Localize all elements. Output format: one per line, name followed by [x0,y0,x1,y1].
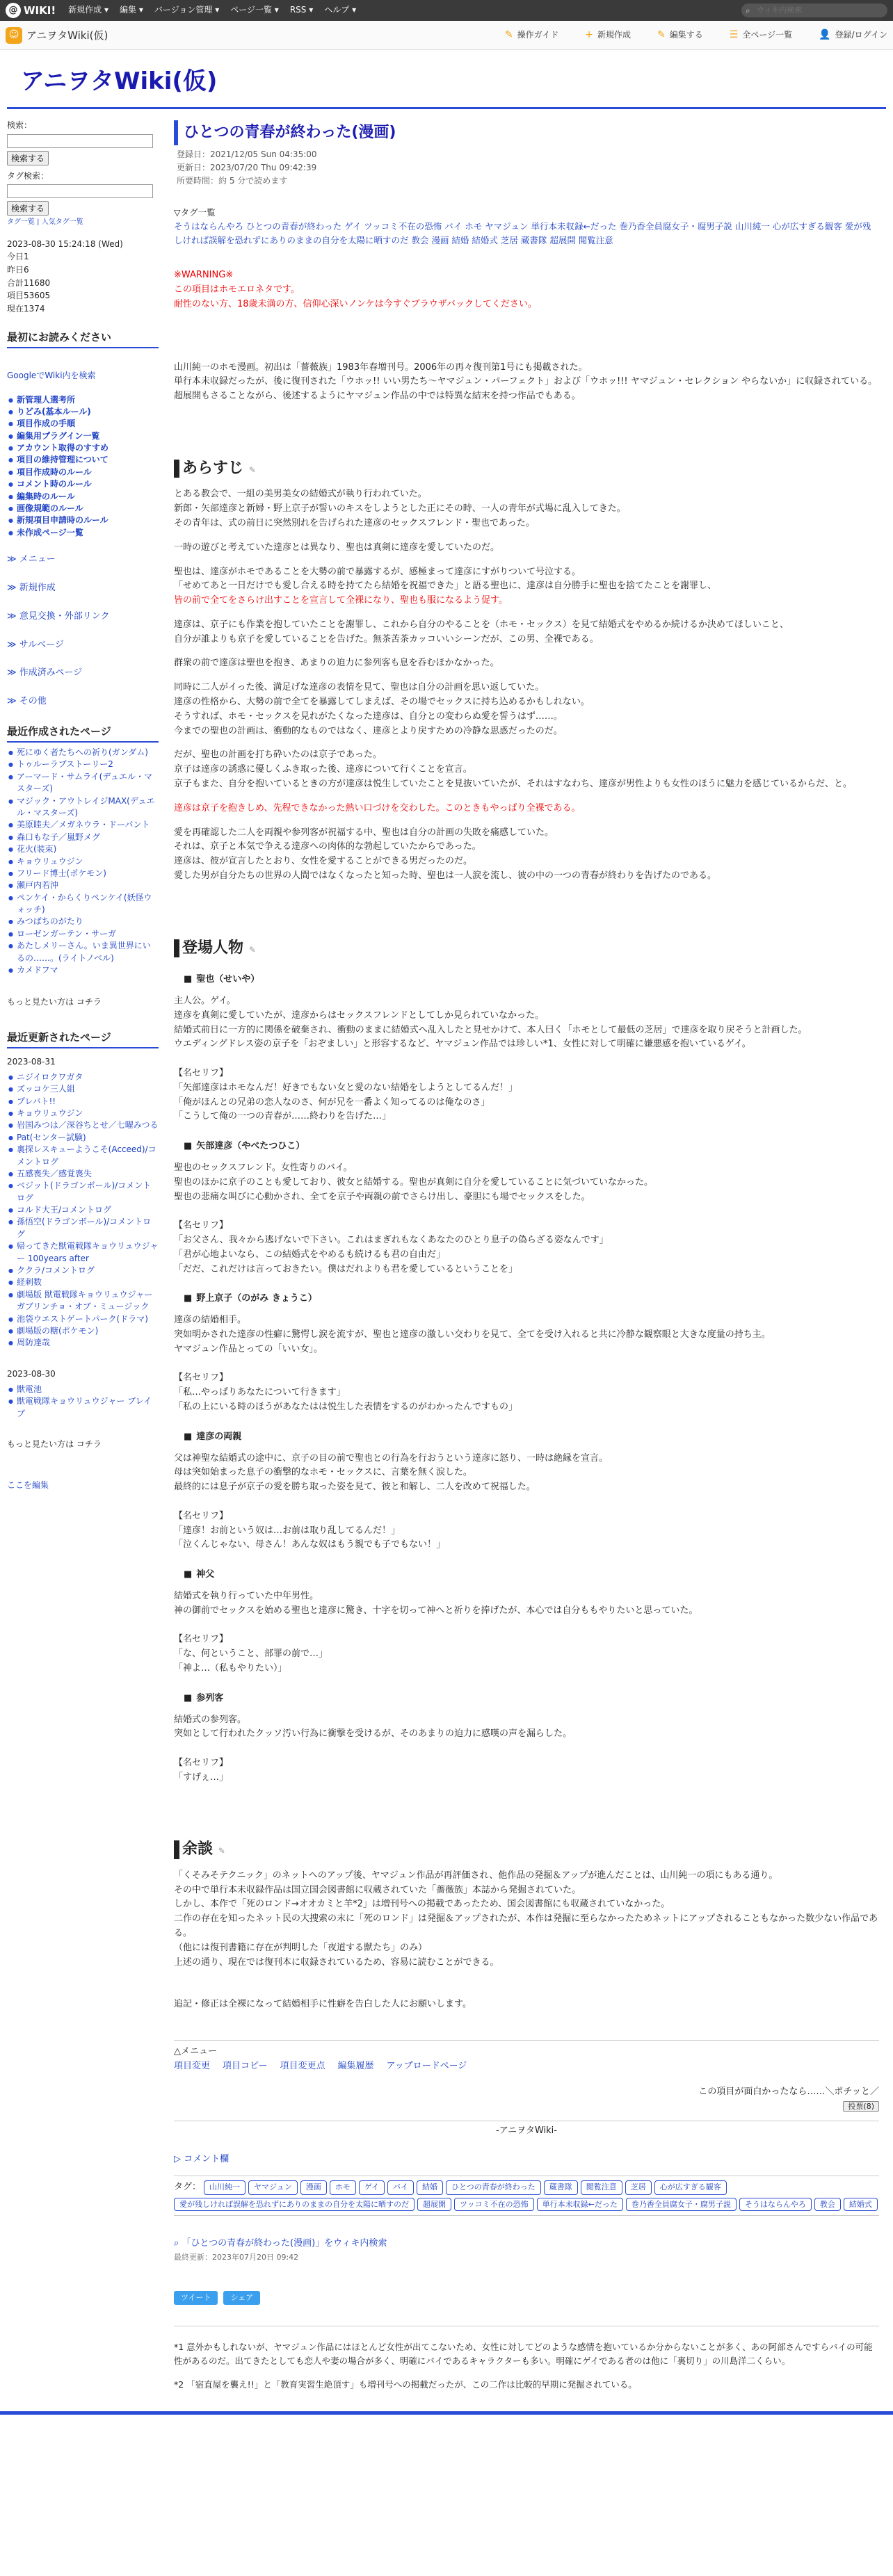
tag-search-input[interactable] [7,184,153,198]
recent-updated-item[interactable]: ● 帰ってきた獣電戦隊キョウリュウジャー 100years after [7,1240,159,1265]
tag-chip[interactable]: 結婚 [417,2180,443,2195]
recent-updated-item[interactable]: ● 劇場版 獣電戦隊キョウリュウジャー ガブリンチョ・オブ・ミュージック [7,1289,159,1313]
character-line: 【名セリフ】 [174,1634,229,1645]
sidebar [7,116,159,2391]
tag-chip[interactable]: バイ [387,2180,414,2195]
footnote-2: *2 「宿直屋を襲え!!」と「教育実習生絶頂す」も増刊号への掲載だったが、この二作は比較的早期に発掘されている。 [174,2379,637,2390]
synopsis-line: だが、聖也の計画を打ち砕いたのは京子であった。 [174,750,382,761]
recent-created-item[interactable]: ● カメドフマ [7,964,159,976]
stat-line: 今日1 [7,252,29,262]
recent-created-item[interactable]: ● ローゼンガーテン・サーガ [7,928,159,940]
tool-icon: 👤 [819,29,831,41]
character-block [174,1292,879,1414]
recent-updated-item[interactable]: ● プレバト!! [7,1096,159,1108]
closing-text: 追記・修正は全裸になって結婚相手に性癖を告白した人にお願いします。 [174,1999,472,2010]
character-name: ■ 達彦の両親 [184,1430,879,1445]
trivia-line: 上述の通り、現在では復刊本に収録されているため、容易に読むことができる。 [174,1957,499,1968]
trivia-line: その中で単行本未収録作品は国立国会図書館に収蔵されていた「薔薇族」本誌から発掘されていた。 [174,1884,581,1895]
tool-button[interactable] [585,27,631,42]
share-button[interactable]: シェア [223,2291,260,2305]
first-read-heading: 最初にお読みください [7,329,159,348]
footer-line [0,2411,893,2415]
content-wrap [0,109,893,2391]
site-title-wrap [0,50,893,109]
character-line: 聖也の悲痛な叫びに心動かされ、全てを京子や両親の前でさらけ出し、豪胆にも場でセックスをした。 [174,1191,590,1202]
recent-updated-item[interactable]: ● 裏探レスキューようこそ(Acceed)/コメントログ [7,1144,159,1168]
trivia-line: 二作の存在を知ったネット民の大捜索の末に「死のロンド」は発掘＆アップされたが、本作は発掘に至らなかったためネットにアップされることもなかった数少ない作品である。 [174,1913,878,1939]
synopsis-heading [174,460,879,478]
recent-updated-item[interactable]: ● ベジット(ドラゴンボール)/コメントログ [7,1180,159,1204]
tool-button[interactable] [505,27,558,42]
top-navbar [0,0,893,21]
synopsis-line: 群衆の前で達彦は聖也を抱き、あまりの迫力に参列客も息を呑むほかなかった。 [174,658,499,669]
character-block [174,1430,879,1553]
character-line: 達彦の結婚相手。 [174,1315,247,1326]
recent-created-item[interactable]: ● 死にゆく者たちへの祈り(ガンダム) [7,747,159,759]
recent-updated-item[interactable]: ● 獣電池 [7,1384,159,1395]
character-line: 【名セリフ】 [174,1068,229,1079]
more-updated-link[interactable]: もっと見たい方は コチラ [7,1439,102,1450]
characters-section [174,973,879,1785]
recent-updated-heading: 最近更新されたページ [7,1029,159,1048]
recent-created-item[interactable]: ● フリード博士(ポケモン) [7,868,159,880]
first-read-item[interactable]: ● 編集用プラグイン一覧 [7,430,159,442]
page-menu-link[interactable]: 項目変更 [174,2061,211,2072]
tag-chip[interactable]: ひとつの青春が終わった [446,2180,541,2195]
main-content [159,116,886,2391]
recent-updated-item[interactable]: ● ククラ/コメントログ [7,1265,159,1277]
tag-label: タグ： [174,2182,202,2193]
character-line: 主人公。ゲイ。 [174,996,236,1007]
tag-search-button[interactable]: 検索する [7,201,49,216]
character-line [174,1619,879,1633]
page-menu-link[interactable]: アップロードページ [386,2061,467,2072]
character-line: 【名セリフ】 [174,1372,229,1384]
synopsis-line: そうすれば、ホモ・セックスを見れがたくなった達彦は、自分との変わらぬ愛を誓うはず……。 [174,711,563,722]
character-block [174,1140,879,1277]
tool-label: 登録/ログイン [835,30,887,40]
recent-created-item[interactable]: ● あたしメリーさん。いま異世界にいるの……。(ライトノベル) [7,940,159,964]
tag-chip[interactable]: 結婚式 [844,2198,878,2211]
share-buttons [174,2291,879,2305]
character-line: 達彦を真剣に愛していたが、達彦からはセックスフレンドとしてしか見られていなかった。 [174,1010,545,1021]
top-menu-item[interactable]: 編集 ▾ [120,5,143,15]
page-menu-link[interactable]: 編集履歴 [337,2061,374,2072]
top-menu-item[interactable]: バージョン管理 ▾ [154,5,220,15]
character-line: 結婚式の参列客。 [174,1714,247,1725]
page-menu-header: △メニュー [174,2046,217,2057]
tag-chip[interactable]: ホモ [330,2180,356,2195]
stat-line: 現在1374 [7,303,45,314]
tool-icon: ✎ [657,29,666,41]
recent-updated-item[interactable]: ● 五感喪失／感覚喪失 [7,1168,159,1180]
recent-created-item[interactable]: ● キョウリュウジン [7,856,159,868]
logo-text: WIKI! [24,4,56,17]
warning-box [174,268,879,311]
warning-line: この項目はホモエロネタです。 [174,284,300,295]
recent-created-item[interactable]: ● アーマード・サムライ(デュエル・マスターズ) [7,771,159,795]
top-menu-item[interactable]: ヘルプ ▾ [324,5,357,15]
recent-updated-item[interactable]: ● キョウリュウジン [7,1108,159,1119]
recent-created-item[interactable]: ● 花火(装束) [7,843,159,855]
sidebar-nav-item[interactable]: ≫ サルベージ [7,639,64,650]
page-meta [177,148,879,188]
character-line [174,1052,879,1067]
vote-area [174,2085,879,2114]
reading-time: 所要時間：約 5 分で読めます [177,175,288,186]
character-line [174,1495,879,1509]
character-line [174,1357,879,1372]
recent-updated-item[interactable]: ● 劇場版の糖(ポケモン) [7,1325,159,1337]
character-line: 最終的には息子が京子の愛を勝ち取った姿を見て、彼と和解し、二人を改めて祝福した。 [174,1482,536,1493]
recent-updated-item[interactable]: ● ニジイロクワガタ [7,1071,159,1083]
first-read-item[interactable]: ● 項目の維持管理について [7,454,159,466]
recent-updated-item[interactable]: ● 孫悟空(ドラゴンボール)/コメントログ [7,1216,159,1240]
sidebar-nav [7,553,159,709]
tag-list-links[interactable]: タグ一覧 | 人気タグ一覧 [7,218,83,226]
synopsis-section [174,487,879,884]
synopsis-line: 聖也は、達彦がホモであることを大勢の前で暴露するが、感極まって達彦にすがりついて号泣する。 [174,566,581,577]
stat-line: 昨日6 [7,264,29,275]
character-line: 「お父さん、我々から逃げないで下さい。これはまぎれもなくあなたのひとり息子の偽らざる姿なんです」 [174,1234,609,1245]
top-search [741,3,887,18]
trivia-line: 「くそみそテクニック」のネットへのアップ後、ヤマジュン作品が再評価され、他作品の発掘＆アップが進んだことは、山川純一の項にもある通り。 [174,1870,778,1881]
character-line: 【名セリフ】 [174,1757,229,1768]
first-read-item[interactable]: ● 編集時のルール [7,491,159,503]
recent-created-item[interactable]: ● マジック・アウトレイジMAX(デュエル・マスターズ) [7,795,159,820]
stat-line: 項目53605 [7,291,51,301]
character-block [174,973,879,1124]
trivia-line: （他には復刊書籍に存在が判明した「夜道する獣たち」のみ） [174,1942,428,1953]
synopsis-line: 自分が誰よりも京子を愛していることを告げた。無茶苦茶カッコいいシーンだが、この男、全裸である。 [174,633,599,645]
search-icon: ⌕ [746,5,750,15]
character-line [174,1742,879,1756]
wiki-search-input[interactable] [741,3,887,17]
share-button[interactable]: ツイート [174,2291,218,2305]
tool-button[interactable] [730,27,792,42]
first-read-item[interactable]: ● 新管理人選考所 [7,394,159,406]
site-bar [0,21,893,50]
footnotes [174,2326,879,2392]
character-line: 「俺がほんとの兄弟の恋人なのさ、何が兄を一番よく知ってるのは俺なのさ」 [174,1096,490,1108]
page-menu-links [174,2059,879,2074]
vote-text: この項目が面白かったなら……＼ポチッと／ [698,2086,879,2097]
page-menu-link[interactable]: 項目変更点 [280,2061,325,2072]
synopsis-title: あらすじ [182,459,244,477]
character-line: 神の御前でセックスを始める聖也と達彦に驚き、十字を切って神へと祈りを捧げたが、本心では自分ももやりたいと思っていた。 [174,1605,698,1616]
recent-updated-item[interactable]: ● 岩国みつは／深谷ちとせ／七曜みつる [7,1119,159,1131]
character-name: ■ 参列客 [184,1692,879,1706]
tool-button[interactable] [819,27,887,42]
edit-pen-icon[interactable]: ✎ [218,1846,225,1856]
character-name: ■ 聖也（せいや） [184,973,879,987]
character-line: 「神よ…（私もやりたい）」 [174,1662,287,1674]
sidebar-nav-item[interactable]: ≫ メニュー [7,554,56,565]
tag-row [174,2176,879,2216]
tag-box [174,206,879,248]
top-menu-item[interactable]: RSS ▾ [289,5,314,15]
synopsis-line: 今までの聖也の計画は、衝動的なものではなく、達彦とより戻すための冷静な思惑だったのだ。 [174,725,563,736]
wiki-search-link-text: 「ひとつの青春が終わった(漫画)」をウィキ内検索 [182,2237,387,2249]
footnote-1: *1 意外かもしれないが、ヤマジュン作品にはほとんど女性が出てこないため、女性に対してどのような感情を抱いているか分からないことが多く、あの阿部さんですらバイの可能性があるのだ。出てきたとしても恋人や妻の場合が多く、明確にバイであるキャラクターも多い。明確にゲイである者のは他に「裏切り」の川島洋二くらい。 [174,2341,873,2366]
tag-chip[interactable]: 超展開 [417,2198,451,2211]
top-menu-item[interactable]: ページ一覧 ▾ [230,5,279,15]
top-menu [68,3,356,17]
character-line: 母は突如始まった息子の衝撃的なホモ・セックスに、言葉を無く涙した。 [174,1467,472,1478]
at-icon: @ [6,3,21,18]
synopsis-line: 京子は達彦の誘惑に優しくふき取った後、達彦について行くことを宣言。 [174,764,472,775]
recent-updated-list-2 [7,1384,159,1420]
characters-heading [174,939,879,957]
characters-title: 登場人物 [182,939,244,957]
recent-created-item[interactable]: ● 瀬戸内若沖 [7,880,159,891]
recent-updated-item[interactable]: ● 獣電戦隊キョウリュウジャー ブレイブ [7,1395,159,1420]
recent-created-item[interactable]: ● みつばちのがたり [7,916,159,927]
synopsis-line: 達彦は、彼が宣言したとおり、女性を愛することができる男だったのだ。 [174,856,473,867]
synopsis-line: 達彦は、京子にも作業を抱していたことを謝罪し、これから自分のやることを（ホモ・セックス）を見て結婚式をやめるか続けるか決めてほしいこと、 [174,619,789,630]
character-name: ■ 野上京子（のがみ きょうこ） [184,1292,879,1306]
warning-line: ※WARNING※ [174,270,234,281]
site-stats [7,238,159,316]
site-tools [505,27,887,42]
tag-chip[interactable]: 愛が残しければ誤解を恐れずにありのままの自分を太陽に晒すのだ [174,2198,415,2211]
character-line: 「矢部達彦はホモなんだ！好きでもない女と愛のない結婚をしようとしてるんだ！」 [174,1082,518,1093]
character-line: 【名セリフ】 [174,1220,229,1231]
tag-chip[interactable]: 漫画 [300,2180,327,2195]
tool-label: 操作ガイド [517,30,559,40]
character-line: 「すげぇ…」 [174,1772,229,1783]
recent-created-item[interactable]: ● 美原睦夫／メガネウラ・ドーパント [7,819,159,831]
sidebar-search-button[interactable]: 検索する [7,151,49,165]
updated-date-2: 2023-08-30 [7,1368,56,1379]
tag-chip[interactable]: 芝居 [625,2180,652,2195]
trivia-heading [174,1840,879,1858]
recent-updated-item[interactable]: ● ズッコケ三人組 [7,1083,159,1095]
comment-toggle[interactable]: ▷ コメント欄 [174,2154,230,2165]
character-line: ヤマジュン作品とっての「いい女」。 [174,1343,323,1354]
first-read-item[interactable]: ● コメント時のルール [7,478,159,490]
synopsis-line: 愛した男が自分たちの世界の人間ではなくなったと知った時、聖也は一人涙を流し、彼の中の一つの青春が終わりを告げたのである。 [174,870,717,882]
sidebar-nav-item[interactable]: ≫ 新規作成 [7,583,56,593]
stat-line: 2023-08-30 15:24:18 (Wed) [7,238,123,249]
tool-icon: ✎ [504,29,513,41]
first-read-item[interactable]: ● アカウント取得のすすめ [7,442,159,454]
character-block [174,1568,879,1676]
tag-chip[interactable]: ツッコミ不在の恐怖 [454,2198,534,2211]
tool-icon: + [585,29,594,41]
character-line: ウエディングドレス姿の京子を「おぞましい」と形容するなど、ヤマジュン作品では珍しい*1、女性に対して明確に嫌悪感を抱いているゲイ。 [174,1039,751,1050]
first-read-item[interactable]: ● 項目作成時のルール [7,467,159,478]
trivia-title: 余談 [182,1840,214,1858]
recent-updated-item[interactable]: ● 池袋ウエストゲートパーク(ドラマ) [7,1313,159,1325]
recent-created-heading: 最近作成されたページ [7,723,159,743]
intro-section [174,361,879,404]
intro-line: 超展開もさることながら、後述するようにヤマジュン作品の中では特異な結末を持つ作品でもある。 [174,391,581,402]
last-update: 最終更新：2023年07月20日 09:42 [174,2252,299,2262]
character-name: ■ 矢部達彦（やべたつひこ） [184,1140,879,1154]
page-menu-link[interactable]: 項目コピー [223,2061,268,2072]
vote-button[interactable]: 投票(8) [843,2101,879,2112]
synopsis-line: 皆の前で全てをさらけ出すことを宣言して全裸になり、聖也も服になるよう促す。 [174,595,508,606]
search-label: 検索： [7,120,33,131]
recent-updated-list-1 [7,1071,159,1350]
tag-chip[interactable]: そうはならんやろ [739,2198,812,2211]
intro-line: 山川純一のホモ漫画。初出は「薔薇族」1983年春増刊号。2006年の再々復刊第1号にも掲載された。 [174,362,588,373]
tag-chip[interactable]: 単行本未収録←だった [537,2198,623,2211]
registered-date: 登録日：2021/12/05 Sun 04:35:00 [177,149,317,159]
updated-date-1: 2023-08-31 [7,1056,56,1067]
tool-icon: ☰ [729,29,739,41]
top-menu-item[interactable]: 新規作成 ▾ [68,5,109,15]
tag-chip[interactable]: ヤマジュン [248,2180,298,2195]
sidebar-nav-item[interactable]: ≫ 作成済みページ [7,667,83,679]
sidebar-nav-item[interactable]: ≫ その他 [7,696,47,707]
sidebar-search-input[interactable] [7,134,153,148]
character-line: 結婚式を執り行っていた中年男性。 [174,1590,319,1601]
character-line: 「泣くんじゃない、母さん！あんな奴はもう親でも子でもない！」 [174,1539,446,1550]
character-line: 「私の上にいる時のほうがあなたはは悦生した表情をするのがわかったんですもの」 [174,1401,518,1412]
tag-chip[interactable]: 巻乃香全員腐女子・腐男子説 [626,2198,737,2211]
tool-label: 新規作成 [597,30,631,40]
character-line: 「君が心地よいなら、この結婚式をやめるも続けるも君の自由だ」 [174,1249,446,1260]
trivia-line: しかし、本作で「死のロンド→オオカミと羊*2」は増刊号への掲載であったため、国会図書館にも収蔵されていなかった。 [174,1899,670,1910]
tag-chip[interactable]: 蔵書隊 [544,2180,578,2195]
character-line [174,1204,879,1219]
synopsis-line: 京子もまた、自分を抱いているときの方が達彦は悦生していたことを見抜いていたが、それはすなわち、達彦が男性よりも女性のほうに魅力を感じているからだ、と。 [174,779,853,790]
first-read-item[interactable]: ● 新規項目申請時のルール [7,515,159,526]
first-read-list [7,394,159,540]
recent-created-item[interactable]: ● 森口もな子／嵐野メグ [7,832,159,843]
edit-pen-icon[interactable]: ✎ [248,464,256,475]
divider [174,2040,879,2041]
page-title: ひとつの青春が終わった(漫画) [174,120,879,145]
tag-search-label: タグ検索： [7,170,49,181]
wiki-logo[interactable] [6,2,56,19]
character-name: ■ 神父 [184,1568,879,1582]
warning-line: 耐性のない方、18歳未満の方、信仰心深いノンケは今すぐブラウザバックしてください。 [174,298,537,309]
synopsis-line: 新郎・矢部達彦と新婦・野上京子が誓いのキスをしようとした正にその時、一人の青年が式場に乱入してきた。 [174,503,626,515]
recent-updated-item[interactable]: ● 周防達哉 [7,1337,159,1349]
search-icon: ⌕ [174,2237,182,2249]
site-name[interactable] [6,27,108,44]
sidebar-nav-item[interactable]: ≫ 意見交換・外部リンク [7,610,110,622]
wiki-name: -アニヲタWiki- [174,2121,879,2139]
recent-updated-item[interactable]: ● Pat(センター試験) [7,1132,159,1144]
intro-line: 単行本未収録だったが、後に復刊された「ウホッ!! いい男たち〜ヤマジュン・パーフェクト」および「ウホッ!!! ヤマジュン・セレクション やらないか」に収録されている。 [174,376,878,387]
first-read-item[interactable]: ● 項目作成の手順 [7,418,159,430]
tag-chip[interactable]: ゲイ [359,2180,385,2195]
tag-list-line[interactable]: そうはならんやろ ひとつの青春が終わった ゲイ ツッコミ不在の恐怖 バイ ホモ ヤマジュン 単行本未収録←だった 巻乃香全員腐女子・腐男子説 山川純一 心が広すぎる観客 愛が残しければ誤解を恐れずにありのままの自分を太陽に晒すのだ 教会 漫画 結婚 結婚式 芝居 蔵書隊 超展開 閲覧注意 [174,221,871,246]
character-line: 結婚式前日に一方的に関係を破棄され、衝動のままに結婚式へ乱入したと見せかけて、本人曰く「ホモとして最低の芝居」で達彦を取り戻そうと計画した。 [174,1024,807,1035]
tool-label: 全ページ一覧 [742,30,793,40]
synopsis-line: 達彦は京子を抱きしめ、先程できなかった熱い口づけを交わした。このときもやっぱり全裸である。 [174,802,581,813]
recent-created-list [7,747,159,976]
site-name-text: アニヲタWiki(仮) [26,29,108,42]
edit-sidebar-link[interactable]: ここを編集 [7,1480,49,1491]
site-icon: ☺ [6,27,22,44]
tag-chip[interactable]: 教会 [814,2198,841,2211]
synopsis-line: それは、京子と本気で争える達彦への肉体的な勃起していたからであった。 [174,841,481,852]
character-block [174,1692,879,1785]
synopsis-line: その青年は、式の前日に突然別れを告げられた達彦のセックスフレンド・聖也であった。 [174,517,535,528]
character-line: 突如として行われたクッソ汚い行為に衝撃を受けるが、そのあまりの迫力に感嘆の声を漏らした。 [174,1728,572,1740]
synopsis-line: とある教会で、一組の美男美女の結婚式が執り行われていた。 [174,489,427,500]
edit-pen-icon[interactable]: ✎ [248,944,256,955]
wiki-search-link[interactable] [174,2237,879,2251]
first-read-item[interactable]: ● 画像規範のルール [7,503,159,515]
character-line: 「だだ、これだけは言っておきたい。僕はだれよりも君を愛しているということを」 [174,1263,518,1274]
character-line: 聖也のほかに京子のことも愛しており、彼女と結婚する。聖也が真剣に自分を愛していることに気づいていなかった。 [174,1176,654,1188]
synopsis-line: 「せめてあと一日だけでも愛し合える時を持てたら結婚を祝福できた」と語る聖也に、達彦は自分勝手に聖也を捨てたことを謝罪し、 [174,581,717,592]
recent-updated-item[interactable]: ● 経刺数 [7,1277,159,1288]
recent-created-item[interactable]: ● ペンケイ・からくりペンケイ(妖怪ウォッチ) [7,892,159,916]
tool-label: 編集する [669,30,703,40]
recent-updated-item[interactable]: ● コルド大王/コメントログ [7,1204,159,1216]
stat-line: 合計11680 [7,277,51,288]
character-line: 「こうして俺の一つの青春が……終わりを告げた…」 [174,1111,392,1122]
tag-chip[interactable]: 閲覧注意 [581,2180,622,2195]
tag-chip[interactable]: 山川純一 [204,2180,246,2195]
character-line: 「達彦！お前という奴は…お前は取り乱してるんだ！」 [174,1525,401,1536]
character-line: 【名セリフ】 [174,1510,229,1521]
recent-created-item[interactable]: ● トゥルーラブストーリー2 [7,759,159,770]
synopsis-line: 達彦の性格から、大勢の前で全てを暴露してしまえば、その場でセックスに持ち込めるかもしれない。 [174,697,590,708]
site-title[interactable]: アニヲタWiki(仮) [7,50,886,109]
tool-button[interactable] [657,27,703,42]
character-line: 「私…やっぱりあなたについて行きます」 [174,1387,346,1398]
google-search-link[interactable]: GoogleでWiki内を検索 [7,371,96,381]
tag-chip[interactable]: 心が広すぎる観客 [654,2180,727,2195]
character-line: 「な、何ということ、部罪の前で…」 [174,1649,328,1660]
first-read-item[interactable]: ● 未作成ページ一覧 [7,527,159,539]
more-created-link[interactable]: もっと見たい方は コチラ [7,997,102,1007]
updated-date: 更新日：2023/07/20 Thu 09:42:39 [177,162,317,172]
character-line: 父は神聖な結婚式の途中に、京子の目の前で聖也との行為を行おうという達彦に怒り、一時は絶縁を宣言。 [174,1452,609,1464]
trivia-section [174,1869,879,1970]
character-line: 聖也のセックスフレンド。女性寄りのバイ。 [174,1163,353,1173]
synopsis-line: 一時の遊びと考えていた達彦とは異なり、聖也は真剣に達彦を愛していたのだ。 [174,542,500,553]
first-read-item[interactable]: ● りどみ(基本ルール) [7,406,159,418]
character-line: 突如明かされた達彦の性癖に驚愕し涙を流すが、聖也と達彦の激しい交わりを見て、全てを受け入れると共に冷静な観察眼と大きな度量の持ち主。 [174,1329,771,1340]
synopsis-line: 愛を再確認した二人を両親や参列客が祝福する中、聖也は自分の計画の失敗を痛感していた。 [174,827,554,838]
synopsis-line: 同時に二人がイった後、満足げな達彦の表情を見て、聖也は自分の計画を思い返していた。 [174,682,545,693]
tag-header[interactable]: ▽タグ一覧 [174,207,216,218]
